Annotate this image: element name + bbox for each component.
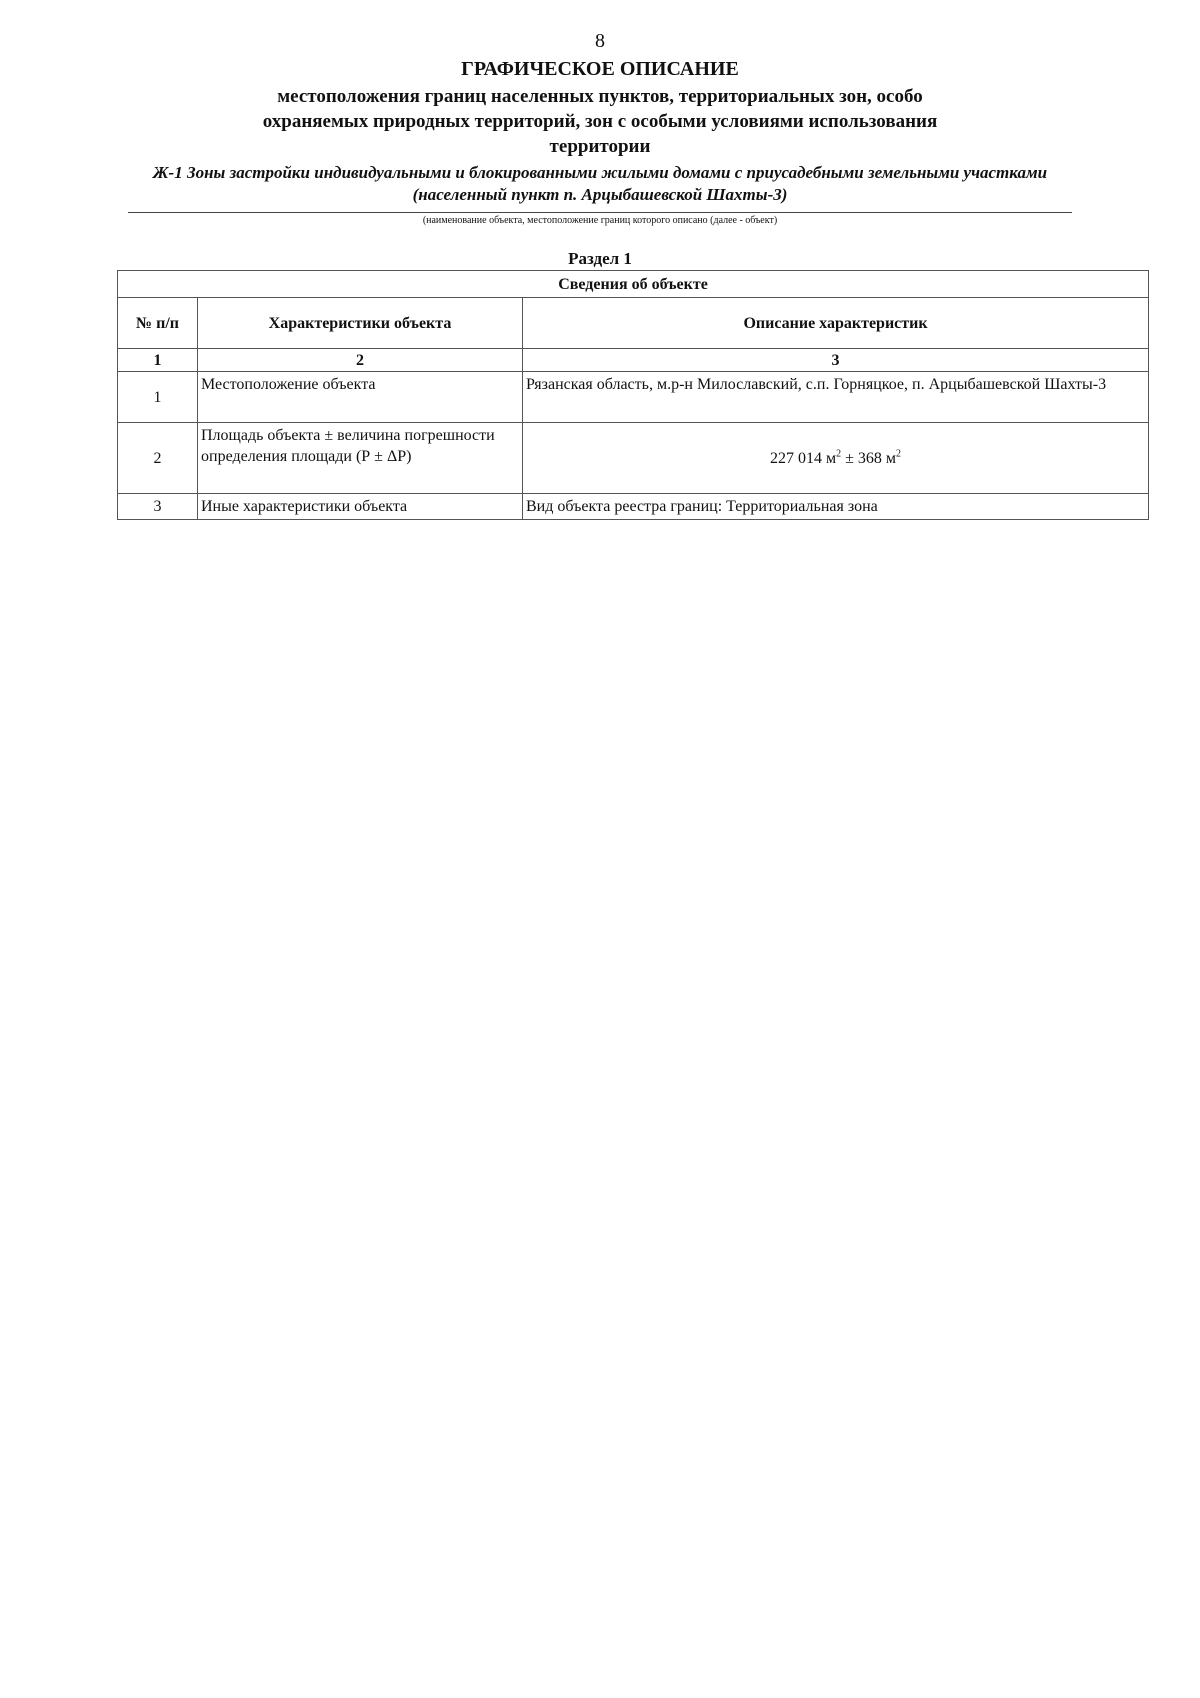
row-characteristic: Иные характеристики объекта	[198, 494, 523, 520]
object-name-underline	[128, 212, 1072, 213]
object-name: Ж-1 Зоны застройки индивидуальными и блокированными жилыми домами с приусадебными земельными участками (населенный пункт п. Арцыбашевской Шахты-3)	[152, 163, 1048, 204]
section-title: Раздел 1	[568, 249, 632, 268]
column-header-description: Описание характеристик	[523, 298, 1149, 349]
column-header-number: № п/п	[118, 298, 198, 349]
column-number-1: 1	[118, 349, 198, 372]
row-number: 1	[118, 372, 198, 423]
table-row	[118, 494, 1149, 520]
page-number: 8	[595, 30, 605, 52]
row-number: 2	[118, 423, 198, 494]
object-caption: (наименование объекта, местоположение границ которого описано (далее - объект)	[422, 215, 778, 226]
table-title-row	[118, 271, 1149, 298]
object-info-table	[117, 270, 1149, 520]
document-subtitle: местоположения границ населенных пунктов, территориальных зон, особо охраняемых природных территорий, зон с особыми условиями использования территории	[262, 86, 938, 157]
column-header-characteristic: Характеристики объекта	[198, 298, 523, 349]
area-unit-exponent: 2	[836, 448, 842, 460]
area-error-unit-exponent: 2	[896, 448, 902, 460]
document-title: ГРАФИЧЕСКОЕ ОПИСАНИЕ	[461, 58, 739, 80]
row-characteristic: Местоположение объекта	[198, 372, 523, 423]
area-value: 227 014 м	[770, 449, 837, 467]
row-number: 3	[118, 494, 198, 520]
row-description: Рязанская область, м.р-н Милославский, с.п. Горняцкое, п. Арцыбашевской Шахты-3	[523, 372, 1149, 423]
table-row	[118, 372, 1149, 423]
area-error: ± 368 м	[841, 449, 897, 467]
table-row	[118, 423, 1149, 494]
row-characteristic: Площадь объекта ± величина погрешности определения площади (Р ± ΔР)	[198, 423, 523, 494]
row-description: Вид объекта реестра границ: Территориальная зона	[523, 494, 1149, 520]
column-number-2: 2	[198, 349, 523, 372]
column-numbering-row	[118, 349, 1149, 372]
table-header-row	[118, 298, 1149, 349]
table-title: Сведения об объекте	[118, 271, 1149, 298]
row-description	[523, 423, 1149, 494]
column-number-3: 3	[523, 349, 1149, 372]
